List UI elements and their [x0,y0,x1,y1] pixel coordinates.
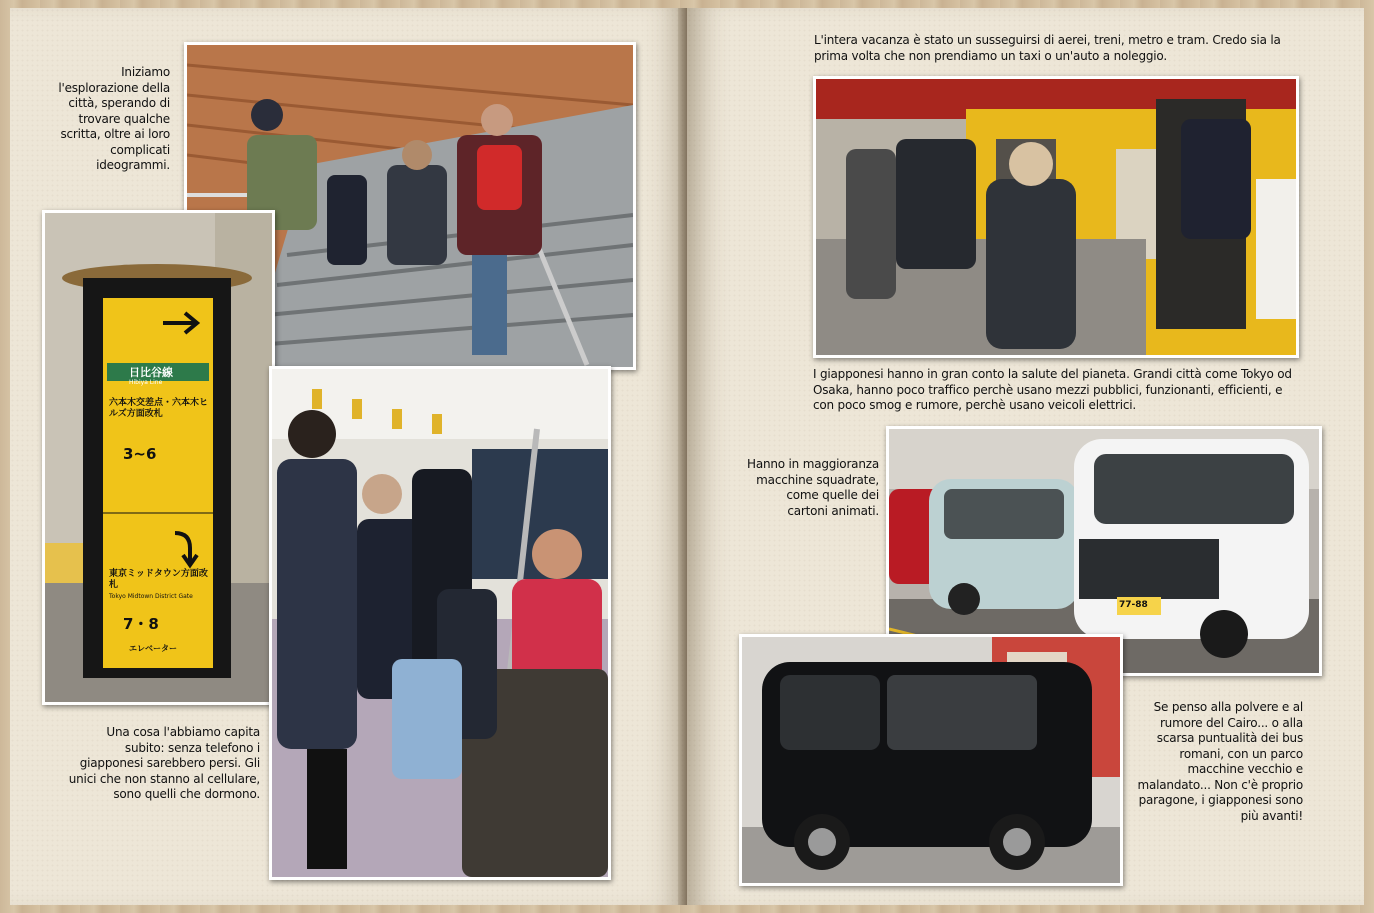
license-plate: 77-88 [1119,600,1148,610]
sign-destination-2-en: Tokyo Midtown District Gate [109,593,193,600]
caption-cairo: Se penso alla polvere e al rumore del Cairo... o alla scarsa puntualità dei bus romani, con un parco macchine vecchio e malandato... Non c'è proprio paragone, i giapponesi sono più avanti! [1137,700,1303,823]
sign-line-name-en: Hibiya Line [129,379,163,386]
sign-exits-2: 7・8 [123,615,159,633]
photo-station-sign [42,210,275,705]
caption-phones: Una cosa l'abbiamo capita subito: senza telefono i giapponesi sarebbero persi. Gli unici che non stanno al cellulare, sono quelli che dormono. [68,725,260,801]
photo-train-platform [813,76,1299,358]
sign-line-name: 日比谷線 [129,366,173,379]
caption-transport: L'intera vacanza è stato un susseguirsi di aerei, treni, metro e tram. Credo sia la prima volta che non prendiamo un taxi o un'auto a noleggio. [814,33,1281,63]
caption-intro: Iniziamo l'esplorazione della città, sperando di trovare qualche scritta, oltre ai loro complicati ideogrammi. [58,65,170,172]
caption-environment: I giapponesi hanno in gran conto la salute del pianeta. Grandi città come Tokyo od Osaka, hanno poco traffico perchè usano mezzi pubblici, funzionanti, efficienti, e con poco smog e rumore, perchè usano veicoli elettrici. [813,367,1292,412]
photo-train-interior [269,366,611,880]
sign-destination-2: 東京ミッドタウン方面改札 [109,569,208,590]
sign-elevator: エレベーター [129,644,177,653]
sign-destination-1: 六本木交差点・六本木ヒルズ方面改札 [109,398,209,419]
caption-cars: Hanno in maggioranza macchine squadrate, come quelle dei cartoni animati. [747,457,879,518]
photo-black-car [739,634,1123,886]
sign-exits-1: 3~6 [123,445,157,463]
left-page [10,8,687,905]
photo-book-spread [10,8,1364,905]
right-page [687,8,1364,905]
